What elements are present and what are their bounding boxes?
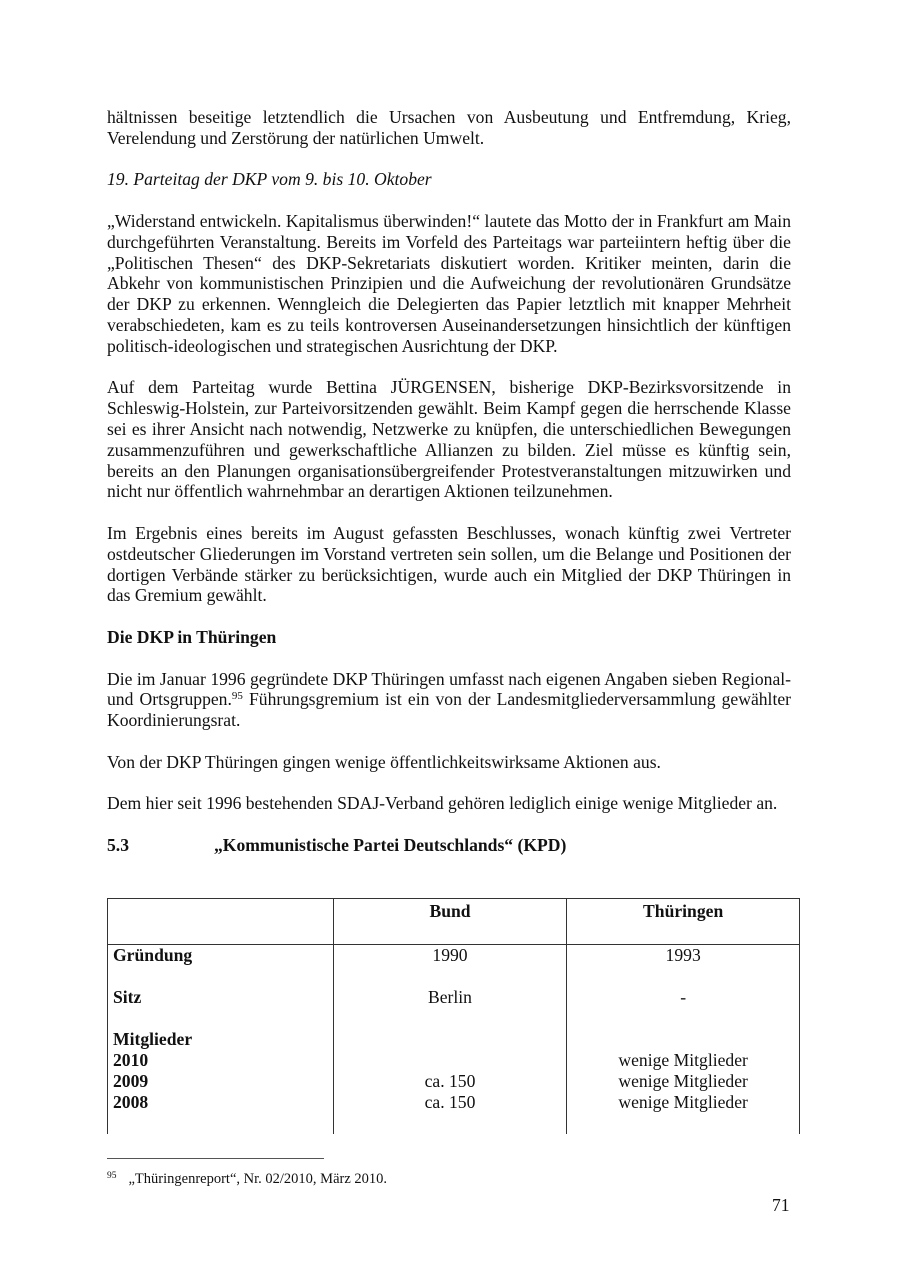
cell-2010-thueringen: wenige Mitglieder xyxy=(567,1050,800,1071)
section-heading-kpd xyxy=(107,835,791,856)
kpd-facts-table xyxy=(107,898,800,1134)
paragraph-vorsitz: Auf dem Parteitag wurde Bettina JÜRGENSEN, bisherige DKP-Bezirksvorsitzende in Schleswig-Holstein, zur Parteivorsitzenden gewählt. Beim Kampf gegen die herrschende Klasse sei es ihrer Ansicht nach notwendig, Netzwerke zu knüpfen, die unterschiedlichen Bewegungen zusammenzuführen und gewerkschaftliche Allianzen zu bilden. Ziel müsse es künftig sein, bereits an den Planungen organisationsübergreifender Protestveranstaltungen mitzuwirken und nicht nur öffentlich wahrnehmbar an derartigen Aktionen teilzunehmen. xyxy=(107,377,791,502)
row-label-gruendung: Gründung xyxy=(108,945,334,988)
cell-gruendung-thueringen: 1993 xyxy=(567,945,800,988)
footnote-text: „Thüringenreport“, Nr. 02/2010, März 2010. xyxy=(128,1171,388,1187)
row-label-2010: 2010 xyxy=(108,1050,334,1071)
page-body xyxy=(107,107,791,856)
cell-2008-thueringen: wenige Mitglieder xyxy=(567,1092,800,1134)
table-row xyxy=(108,945,800,988)
paragraph-intro: hältnissen beseitige letztendlich die Ursachen von Ausbeutung und Entfremdung, Krieg, Verelendung und Zerstörung der natürlichen Umwelt. xyxy=(107,107,791,148)
table-header-bund: Bund xyxy=(333,899,567,945)
row-label-2008: 2008 xyxy=(108,1092,334,1134)
cell-gruendung-bund: 1990 xyxy=(333,945,567,988)
footnote-reference[interactable]: 95 xyxy=(231,690,243,703)
table-header-thueringen: Thüringen xyxy=(567,899,800,945)
footnote-divider xyxy=(107,1158,324,1159)
table-header-empty xyxy=(108,899,334,945)
cell-2008-bund: ca. 150 xyxy=(333,1092,567,1134)
cell-2009-bund: ca. 150 xyxy=(333,1071,567,1092)
paragraph-gruendung-a: Die im Januar 1996 gegründete DKP Thüringen umfasst nach eigenen Angaben sieben Regional- und Ortsgruppen. xyxy=(107,668,791,710)
row-label-sitz: Sitz xyxy=(108,987,334,1029)
page-number: 71 xyxy=(772,1195,790,1215)
cell-sitz-thueringen: - xyxy=(567,987,800,1029)
cell-2009-thueringen: wenige Mitglieder xyxy=(567,1071,800,1092)
paragraph-motto: „Widerstand entwickeln. Kapitalismus überwinden!“ lautete das Motto der in Frankfurt am Main durchgeführten Veranstaltung. Bereits im Vorfeld des Parteitags war parteiintern heftig über die „Politischen Thesen“ des DKP-Sekretariats diskutiert worden. Kritiker meinten, darin die Abkehr von kommunistischen Prinzipien und die Aufweichung der revolutionären Grundsätze der DKP zu erkennen. Wenngleich die Delegierten das Papier letztlich mit knapper Mehrheit verabschiedeten, kam es zu teils kontroversen Auseinandersetzungen hinsichtlich der künftigen politisch-ideologischen und strategischen Ausrichtung der DKP. xyxy=(107,210,791,356)
cell-2010-bund xyxy=(333,1050,567,1071)
table-row xyxy=(108,987,800,1029)
table-header-row xyxy=(108,899,800,945)
row-label-mitglieder: Mitglieder xyxy=(108,1029,334,1050)
table-row xyxy=(108,1092,800,1134)
section-title: „Kommunistische Partei Deutschlands“ (KPD) xyxy=(214,834,567,855)
table-row xyxy=(108,1050,800,1071)
paragraph-aktionen: Von der DKP Thüringen gingen wenige öffentlichkeitswirksame Aktionen aus. xyxy=(107,751,661,772)
paragraph-gruendung xyxy=(107,669,791,731)
table-row xyxy=(108,1029,800,1050)
heading-dkp-thueringen: Die DKP in Thüringen xyxy=(107,626,277,647)
footnote-number: 95 xyxy=(107,1171,117,1181)
paragraph-ergebnis: Im Ergebnis eines bereits im August gefassten Beschlusses, wonach künftig zwei Vertreter ostdeutscher Gliederungen im Vorstand vertreten sein sollen, um die Belange und Positionen der dortigen Verbände stärker zu berücksichtigen, wurde auch ein Mitglied der DKP Thüringen in das Gremium gewählt. xyxy=(107,522,791,606)
row-label-2009: 2009 xyxy=(108,1071,334,1092)
paragraph-sdaj: Dem hier seit 1996 bestehenden SDAJ-Verband gehören lediglich einige wenige Mitglieder an. xyxy=(107,793,778,814)
table-row xyxy=(108,1071,800,1092)
cell-sitz-bund: Berlin xyxy=(333,987,567,1029)
section-number: 5.3 xyxy=(107,834,129,855)
cell-empty xyxy=(333,1029,567,1050)
footnote xyxy=(107,1167,387,1188)
paragraph-gruendung-b: Führungsgremium ist ein von der Landesmitgliederversammlung gewählter Koordinierungsrat. xyxy=(107,689,792,731)
subheading-parteitag: 19. Parteitag der DKP vom 9. bis 10. Oktober xyxy=(107,169,432,190)
cell-empty xyxy=(567,1029,800,1050)
